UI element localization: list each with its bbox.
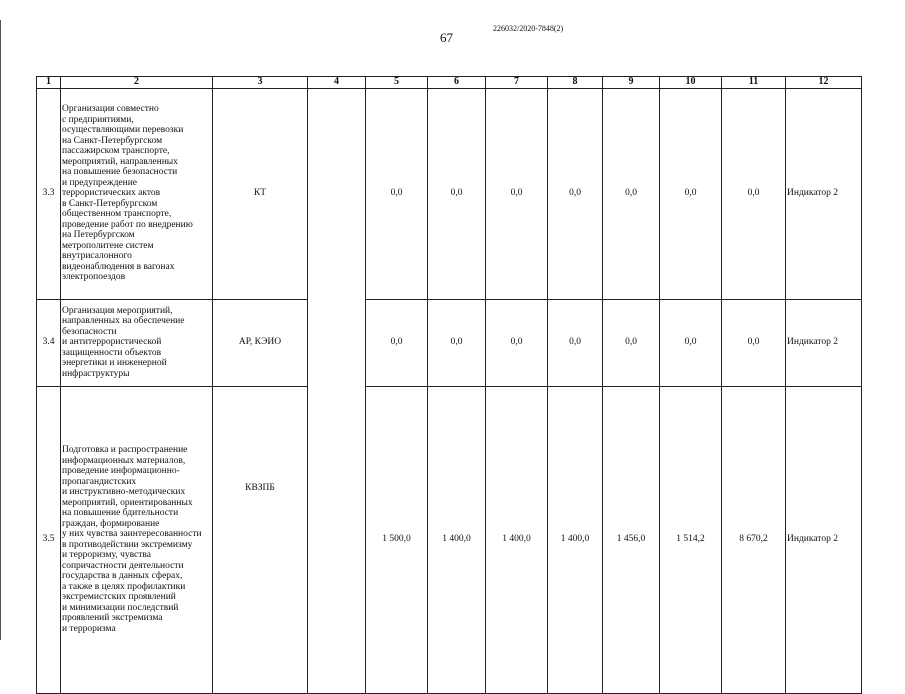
row-value-5: 0,0 <box>366 88 428 299</box>
row-value-5: 1 500,0 <box>366 386 428 693</box>
row-value-7: 1 400,0 <box>486 386 548 693</box>
row-value-7: 0,0 <box>486 88 548 299</box>
row-value-9: 0,0 <box>603 88 660 299</box>
row-description: Организация мероприятий, направленных на обеспечение безопасности и антитеррористической защищенности объектов энергетики и инженерной инфраструктуры <box>61 299 213 386</box>
row-value-10: 0,0 <box>660 299 722 386</box>
row-total: 0,0 <box>722 88 786 299</box>
column-header: 11 <box>722 77 786 89</box>
column-header: 7 <box>486 77 548 89</box>
row-executor: АР, КЭИО <box>213 299 308 386</box>
row-total: 0,0 <box>722 299 786 386</box>
row-indicator: Индикатор 2 <box>786 386 862 693</box>
row-total: 8 670,2 <box>722 386 786 693</box>
row-code: 3.5 <box>37 386 61 693</box>
table-header-row <box>37 77 862 89</box>
row-value-5: 0,0 <box>366 299 428 386</box>
column-header: 6 <box>428 77 486 89</box>
row-value-9: 0,0 <box>603 299 660 386</box>
row-value-8: 0,0 <box>548 299 603 386</box>
row-code: 3.3 <box>37 88 61 299</box>
row-value-6: 0,0 <box>428 88 486 299</box>
row-executor: КТ <box>213 88 308 299</box>
column-header: 5 <box>366 77 428 89</box>
page-left-edge <box>0 20 4 640</box>
column-header: 12 <box>786 77 862 89</box>
document-id: 226032/2020-7848(2) <box>493 24 564 33</box>
program-table <box>36 76 862 694</box>
row-value-8: 0,0 <box>548 88 603 299</box>
table-row <box>37 386 862 693</box>
column-header: 8 <box>548 77 603 89</box>
column-header: 1 <box>37 77 61 89</box>
column-header: 4 <box>308 77 366 89</box>
table-row <box>37 88 862 299</box>
row-value-10: 1 514,2 <box>660 386 722 693</box>
row-description: Подготовка и распространение информационных материалов, проведение информационно- пропагандистских и инструктивно-методических мероприятий, ориентированных на повышение бдительности граждан, формирование у них чувства заинтересованности в противодействии экстремизму и терроризму, чувства сопричастности деятельности государства в данных сферах, а также в целях профилактики экстремистских проявлений и минимизации последствий проявлений экстремизма и терроризма <box>61 386 213 693</box>
row-col4 <box>308 88 366 693</box>
row-value-6: 1 400,0 <box>428 386 486 693</box>
row-value-8: 1 400,0 <box>548 386 603 693</box>
row-indicator: Индикатор 2 <box>786 299 862 386</box>
row-value-9: 1 456,0 <box>603 386 660 693</box>
page-number: 67 <box>440 30 453 45</box>
row-value-7: 0,0 <box>486 299 548 386</box>
table-row <box>37 299 862 386</box>
row-value-10: 0,0 <box>660 88 722 299</box>
column-header: 3 <box>213 77 308 89</box>
row-executor: КВЗПБ <box>213 386 308 693</box>
column-header: 2 <box>61 77 213 89</box>
column-header: 9 <box>603 77 660 89</box>
row-value-6: 0,0 <box>428 299 486 386</box>
row-indicator: Индикатор 2 <box>786 88 862 299</box>
row-description: Организация совместно с предприятиями, осуществляющими перевозки на Санкт-Петербургском пассажирском транспорте, мероприятий, направленных на повышение безопасности и предупреждение террористических актов в Санкт-Петербургском общественном транспорте, проведение работ по внедрению на Петербургском метрополитене систем внутрисалонного видеонаблюдения в вагонах электропоездов <box>61 88 213 299</box>
column-header: 10 <box>660 77 722 89</box>
row-code: 3.4 <box>37 299 61 386</box>
